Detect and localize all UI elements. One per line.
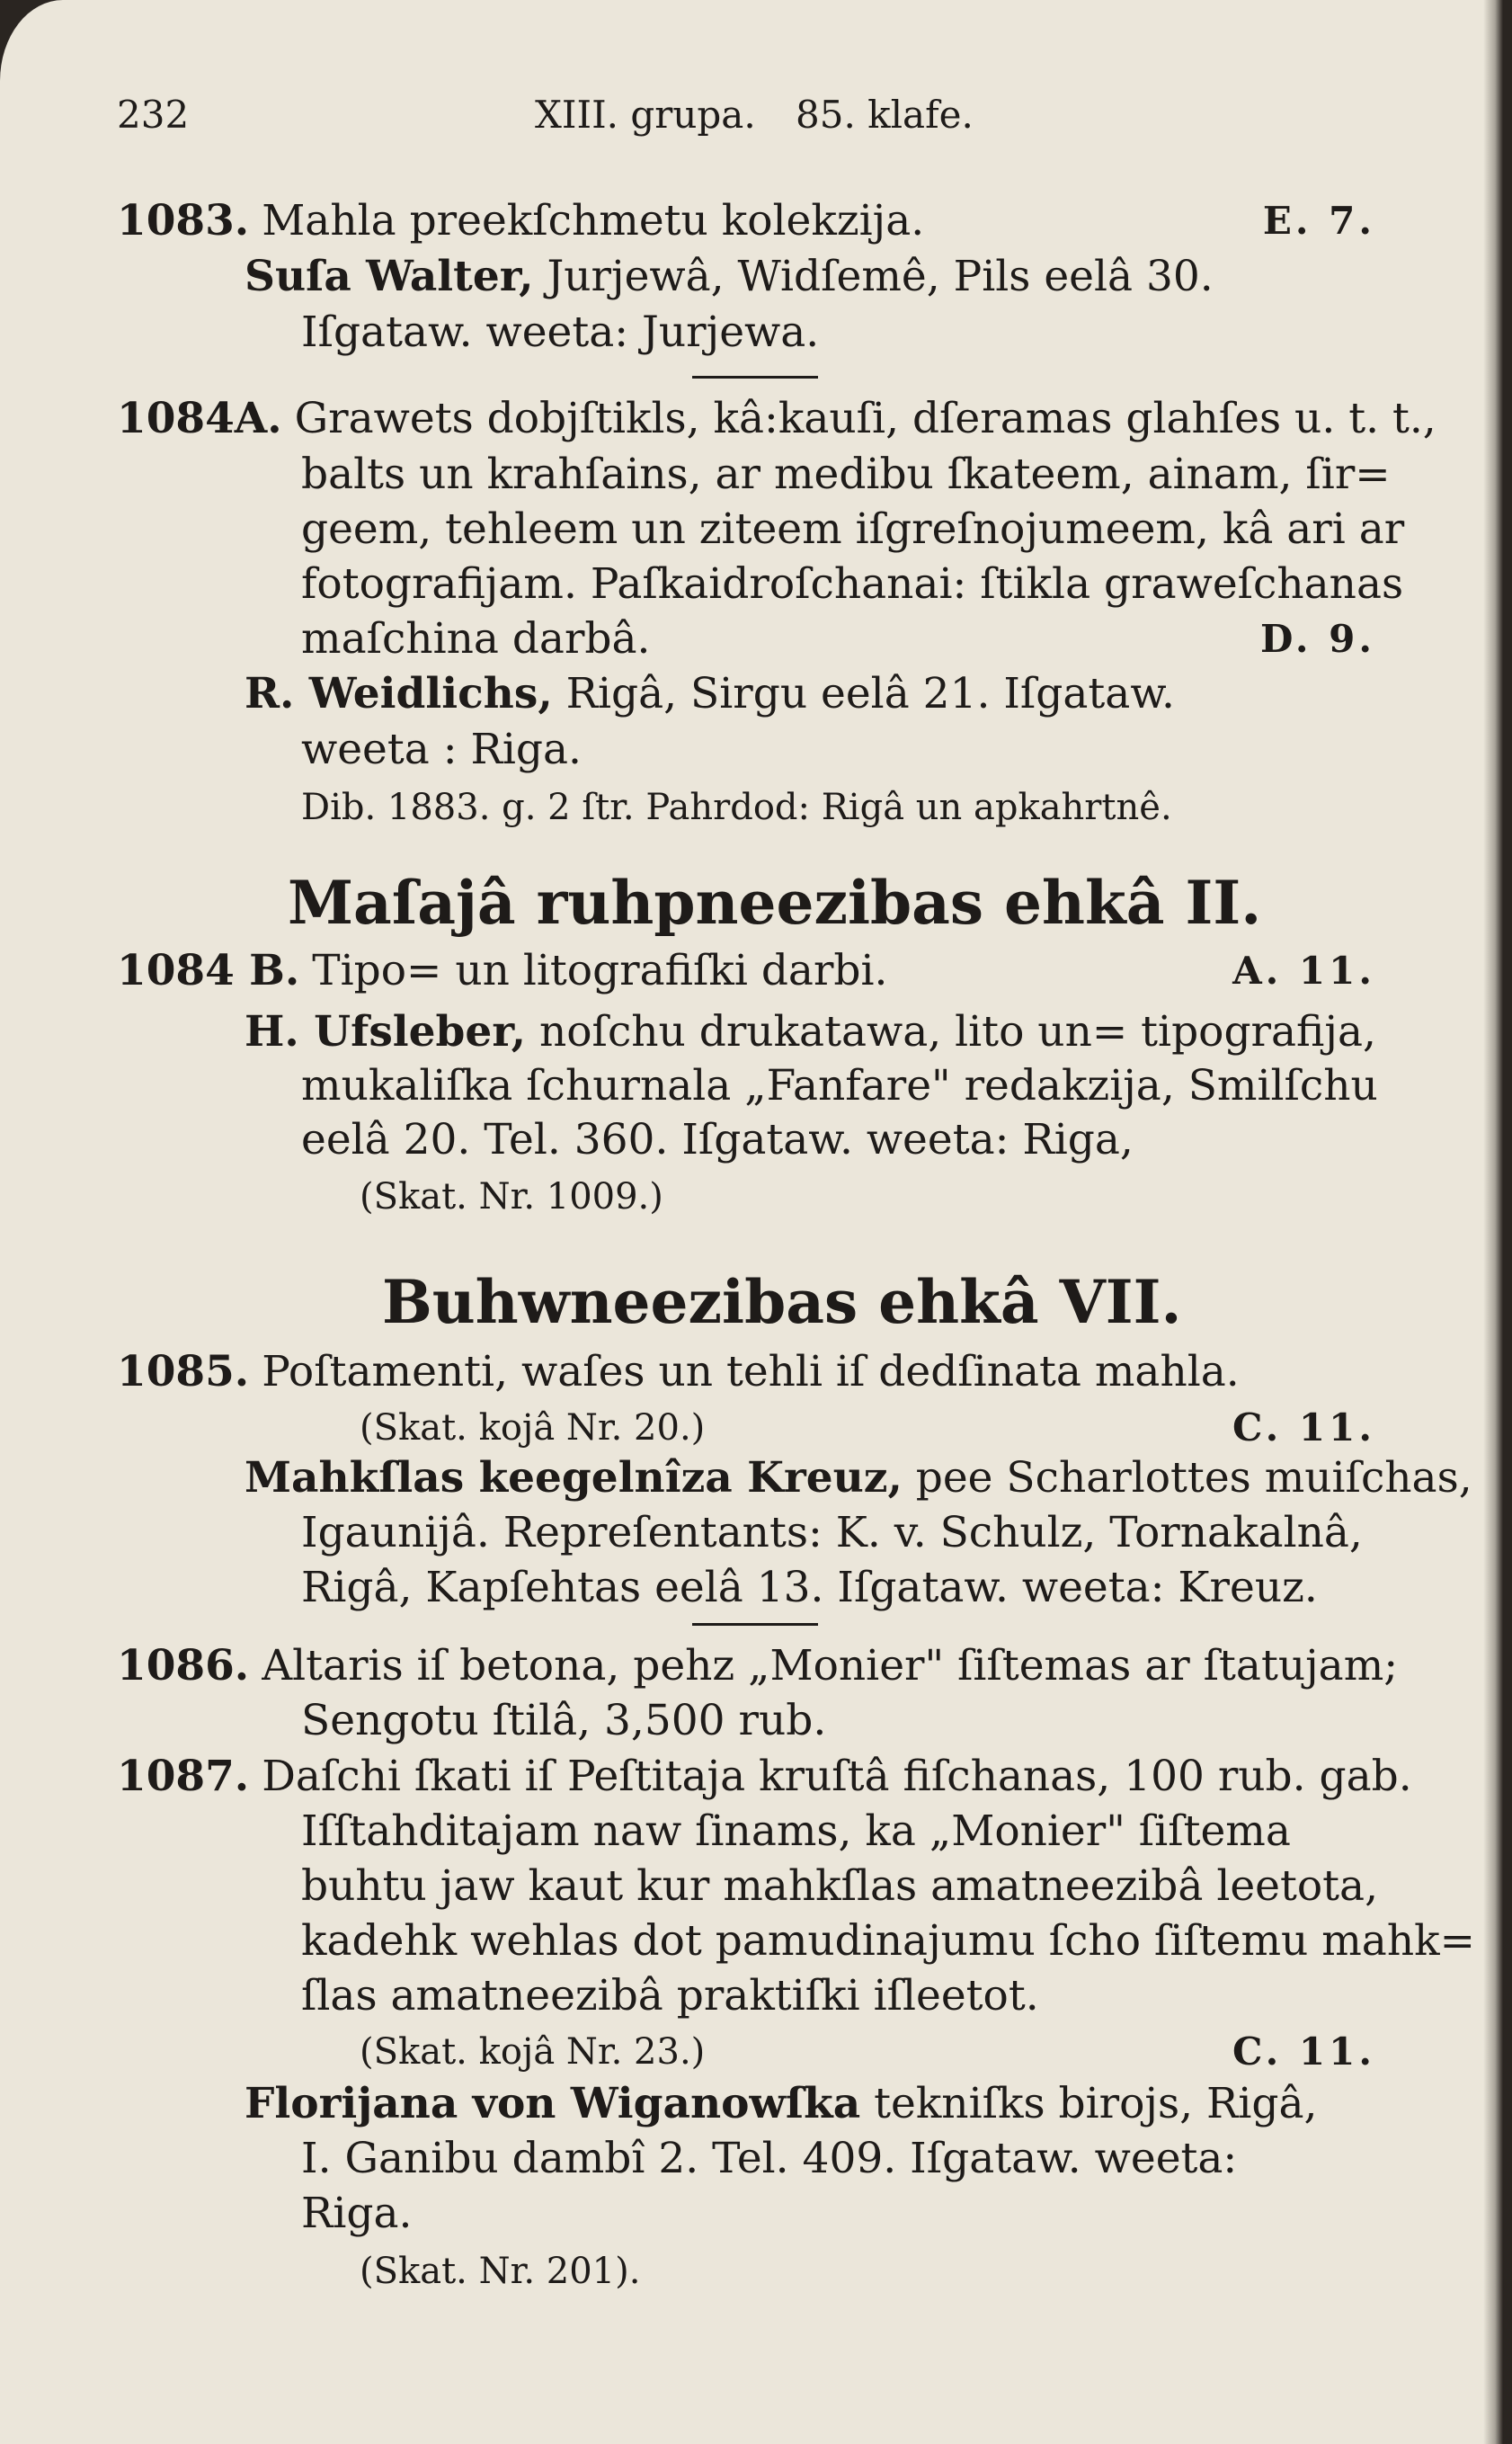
- entry-title: Tipo= un litografiſki darbi.: [312, 946, 888, 995]
- entry-1084a-line5: [301, 614, 1375, 665]
- separator-rule: [692, 1623, 818, 1626]
- exhibitor-name: Florijana von Wiganowſka: [245, 2079, 861, 2128]
- class-label: 85. klafe.: [796, 93, 974, 137]
- entry-1084a-line2: balts un krahſains, ar medibu ſkateem, ainam, ſir=: [301, 450, 1391, 499]
- catalog-code: A. 11.: [1232, 949, 1375, 993]
- entry-1087-line1: [117, 1752, 1412, 1802]
- entry-number: 1086.: [117, 1641, 250, 1690]
- entry-1087-exhibitor: [245, 2079, 1317, 2129]
- exhibitor-name: H. Ufsleber,: [245, 1007, 527, 1057]
- entry-1084a-exhibitor: [245, 669, 1175, 719]
- entry-1087-line5: ſlas amatneezibâ praktiſki iſleetot.: [301, 1971, 1039, 2020]
- entry-number: 1085.: [117, 1347, 250, 1396]
- entry-1083-line1: [117, 196, 1375, 246]
- entry-text: Grawets dobjſtikls, kâ:kauſi, dſeramas glahſes u. t. t.,: [294, 394, 1436, 443]
- entry-1087-line3: buhtu jaw kaut kur mahkſlas amatneezibâ leetota,: [301, 1861, 1379, 1911]
- entry-1087-line9: Riga.: [301, 2189, 413, 2238]
- entry-1085-exhibitor: [245, 1453, 1472, 1503]
- entry-1084b-line3: mukaliſka ſchurnala „Fanfare" redakzija, Smilſchu: [301, 1061, 1378, 1111]
- reference-note: (Skat. kojâ Nr. 20.): [360, 1407, 706, 1449]
- catalog-code: D. 9.: [1259, 617, 1375, 661]
- entry-1084a-line4: fotografijam. Paſkaidroſchanai: ſtikla graweſchanas: [301, 559, 1404, 609]
- entry-1083-exhibitor: [245, 252, 1386, 302]
- entry-number: 1087.: [117, 1752, 250, 1801]
- entry-1087-line6: [360, 2027, 1375, 2077]
- entry-1084a-line3: geem, tehleem un ziteem iſgreſnojumeem, kâ ari ar: [301, 504, 1405, 554]
- entry-1086-line1: [117, 1641, 1398, 1691]
- entry-title: Poſtamenti, waſes un tehli iſ dedſinata mahla.: [262, 1347, 1240, 1396]
- group-label: XIII. grupa.: [535, 93, 756, 137]
- entry-1084b-line1: [117, 946, 1375, 996]
- entry-text: Daſchi ſkati iſ Peſtitaja kruſtâ fiſchanas, 100 rub. gab.: [262, 1752, 1412, 1801]
- entry-1086-line2: Sengotu ſtilâ, 3,500 rub.: [301, 1696, 827, 1745]
- entry-1085-line5: Rigâ, Kapſehtas eelâ 13. Iſgataw. weeta: Kreuz.: [301, 1563, 1318, 1612]
- entry-1087-line10: (Skat. Nr. 201).: [360, 2251, 641, 2292]
- section-heading-buhw: Buhwneezibas ehkâ VII.: [382, 1267, 1182, 1337]
- exhibitor-address: noſchu drukatawa, lito un= tipografija,: [538, 1007, 1376, 1057]
- catalog-code: C. 11.: [1232, 2029, 1375, 2074]
- entry-text: maſchina darbâ.: [301, 614, 651, 664]
- entry-1085-line2: [360, 1403, 1375, 1453]
- page-header: [117, 90, 1016, 140]
- entry-1084a-line7: weeta : Riga.: [301, 725, 582, 774]
- entry-1084b-line5: (Skat. Nr. 1009.): [360, 1176, 663, 1218]
- exhibitor-name: R. Weidlichs,: [245, 669, 553, 718]
- entry-1084b-title-wrap: [117, 946, 887, 996]
- entry-number: 1084 B.: [117, 946, 300, 995]
- entry-1085-line1: [117, 1347, 1240, 1397]
- entry-1083-title-wrap: [117, 196, 924, 246]
- entry-number: 1084A.: [117, 394, 282, 443]
- entry-1084b-exhibitor: [245, 1007, 1376, 1057]
- entry-1085-line4: Igaunijâ. Repreſentants: K. v. Schulz, Tornakalnâ,: [301, 1508, 1363, 1557]
- section-heading-masaja: Maſajâ ruhpneezibas ehkâ II.: [288, 868, 1262, 938]
- entry-1084b-line4: eelâ 20. Tel. 360. Iſgataw. weeta: Riga,: [301, 1115, 1134, 1164]
- exhibitor-address: Jurjewâ, Widſemê, Pils eelâ 30.: [547, 252, 1214, 301]
- exhibitor-name: Suſa Walter,: [245, 252, 534, 301]
- exhibitor-address: pee Scharlottes muiſchas,: [915, 1453, 1472, 1503]
- reference-note: (Skat. kojâ Nr. 23.): [360, 2031, 706, 2073]
- exhibitor-address: tekniſks birojs, Rigâ,: [874, 2079, 1318, 2128]
- entry-number: 1083.: [117, 196, 250, 245]
- entry-1084a-line1: [117, 394, 1436, 444]
- separator-rule: [692, 376, 818, 379]
- entry-1084a-line8: Dib. 1883. g. 2 ſtr. Pahrdod: Rigâ un apkahrtnê.: [301, 787, 1172, 828]
- entry-1087-line2: Iſſtahditajam naw ſinams, ka „Monier" ſiſtema: [301, 1806, 1291, 1856]
- catalog-code: E. 7.: [1262, 199, 1375, 243]
- entry-1087-line8: I. Ganibu dambî 2. Tel. 409. Iſgataw. weeta:: [301, 2134, 1238, 2183]
- exhibitor-address: Rigâ, Sirgu eelâ 21. Iſgataw.: [565, 669, 1175, 718]
- page-edge-shadow: [1483, 0, 1503, 2444]
- entry-1083-line3: Iſgataw. weeta: Jurjewa.: [301, 308, 820, 357]
- entry-1087-line4: kadehk wehlas dot pamudinajumu ſcho ſiſtemu mahk=: [301, 1916, 1475, 1966]
- entry-title: Mahla preekſchmetu kolekzija.: [262, 196, 925, 245]
- catalog-code: C. 11.: [1232, 1405, 1375, 1449]
- page-number: 232: [117, 93, 190, 137]
- entry-text: Altaris iſ betona, pehz „Monier" ſiſtemas ar ſtatujam;: [262, 1641, 1399, 1690]
- exhibitor-name: Mahkſlas keegelnîza Kreuz,: [245, 1453, 903, 1503]
